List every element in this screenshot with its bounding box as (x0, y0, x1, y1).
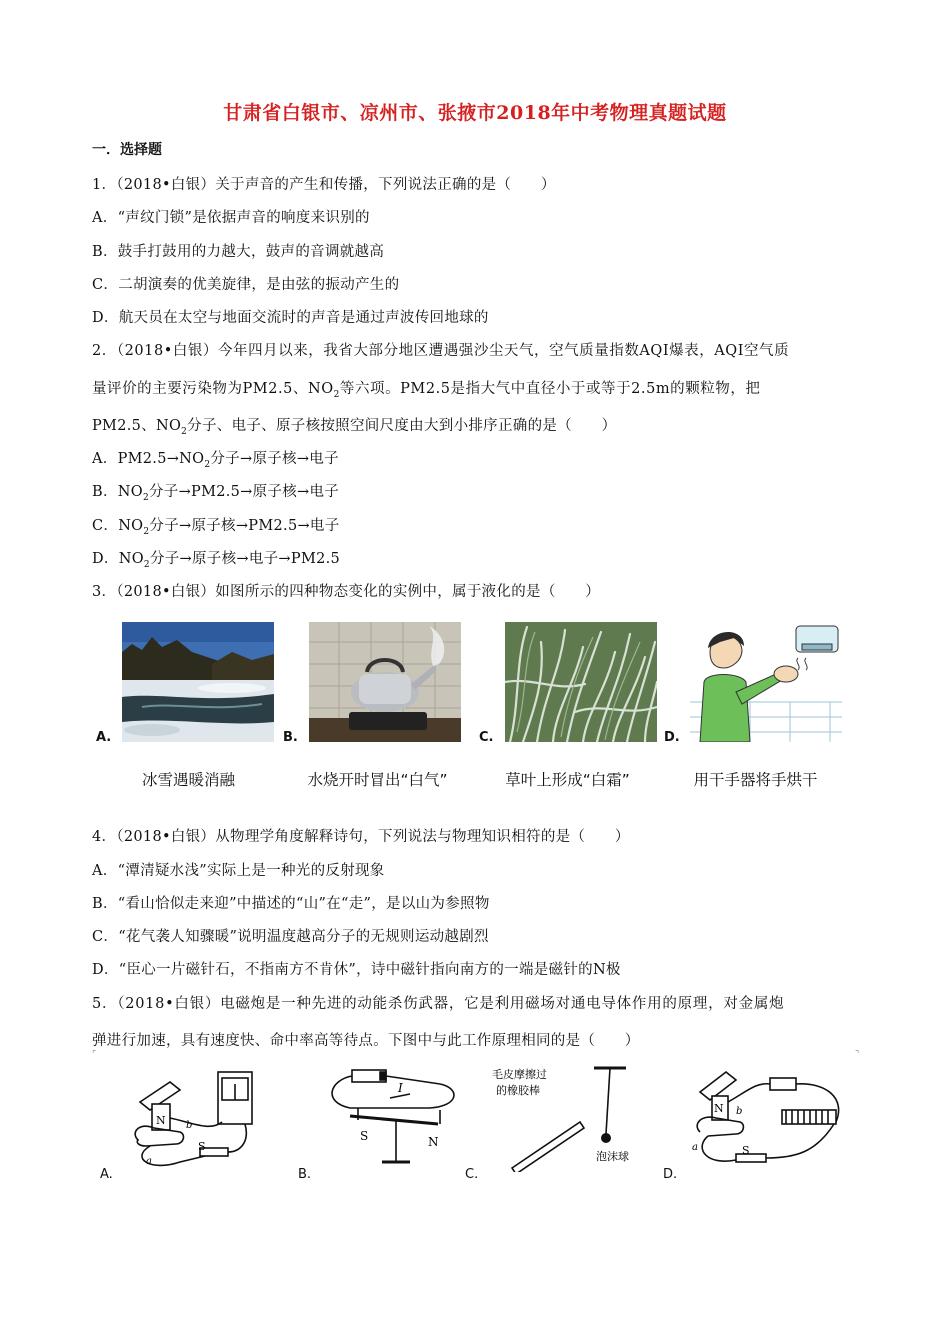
q5-label-a: A. (100, 1167, 113, 1182)
q3-caption-d: 用干手器将手烘干 (693, 771, 818, 789)
svg-text:S: S (742, 1144, 750, 1157)
q1-option-d: D．航天员在太空与地面交流时的声音是通过声波传回地球的 (92, 310, 489, 326)
q5-diagram-b (320, 1062, 470, 1176)
q1-option-c: C．二胡演奏的优美旋律，是由弦的振动产生的 (92, 277, 400, 293)
q3-caption-a: 冰雪遇暖消融 (141, 771, 235, 789)
section-heading: 一．选择题 (92, 142, 162, 158)
svg-text:a: a (692, 1142, 698, 1153)
corner-mark-right: ⌝ (855, 1050, 860, 1060)
q4-option-b: B．“看山恰似走来迎”中描述的“山”在“走”，是以山为参照物 (92, 896, 490, 912)
q2-option-c: C．$NO_2$分子→原子核→PM2.5→电子 (92, 518, 340, 537)
svg-text:S: S (198, 1140, 206, 1153)
q2-stem-line1: 2．（2018•白银）今年四月以来，我省大部分地区遭遇强沙尘天气，空气质量指数AQI爆表，AQI空气质 (92, 343, 790, 359)
svg-text:b: b (736, 1106, 743, 1117)
svg-text:泡沫球: 泡沫球 (596, 1150, 629, 1163)
q3-label-b: B. (283, 730, 298, 745)
q5-label-c: C. (465, 1167, 479, 1182)
svg-text:毛皮摩擦过: 毛皮摩擦过 (492, 1068, 547, 1081)
q2-option-b: B．$NO_2$分子→PM2.5→原子核→电子 (92, 484, 340, 503)
q4-option-c: C．“花气袭人知骤暖”说明温度越高分子的无规则运动越剧烈 (92, 929, 489, 945)
q3-stem: 3．（2018•白银）如图所示的四种物态变化的实例中，属于液化的是（ ） (92, 584, 601, 600)
q1-option-b: B．鼓手打鼓用的力越大，鼓声的音调就越高 (92, 244, 385, 260)
q3-caption-b: 水烧开时冒出“白气” (307, 771, 448, 789)
q2-option-d: D．$NO_2$分子→原子核→电子→PM2.5 (92, 551, 341, 570)
svg-text:N: N (714, 1102, 724, 1115)
svg-text:a: a (146, 1156, 152, 1167)
svg-text:S: S (360, 1129, 369, 1143)
q5-diagram-d (686, 1062, 856, 1176)
q3-caption-c: 草叶上形成“白霜” (505, 771, 630, 789)
q5-label-d: D. (663, 1167, 678, 1182)
q1-stem: 1．（2018•白银）关于声音的产生和传播，下列说法正确的是（ ） (92, 177, 556, 193)
q3-image-hand-dryer (690, 622, 842, 742)
page-title: 甘肃省白银市、凉州市、张掖市2018年中考物理真题试题 (223, 102, 727, 124)
q5-diagram-a (110, 1062, 270, 1176)
q4-stem: 4．（2018•白银）从物理学角度解释诗句，下列说法与物理知识相符的是（ ） (92, 829, 630, 845)
q2-option-a: A．$PM2.5\to NO_2$分子→原子核→电子 (92, 451, 339, 470)
svg-text:的橡胶棒: 的橡胶棒 (496, 1084, 540, 1097)
corner-mark-left: ⌜ (92, 1050, 97, 1060)
q3-image-kettle (309, 622, 461, 742)
q5-stem-line1: 5．（2018•白银）电磁炮是一种先进的动能杀伤武器，它是利用磁场对通电导体作用的原理，对金属炮 (92, 996, 785, 1012)
q4-option-a: A．“潭清疑水浅”实际上是一种光的反射现象 (92, 863, 385, 879)
q3-image-melting-snow (122, 622, 274, 742)
q5-stem-line2: 弹进行加速，具有速度快、命中率高等待点。下图中与此工作原理相同的是（ ） (92, 1033, 640, 1049)
q3-label-d: D. (664, 730, 680, 745)
q1-option-a: A．“声纹门锁”是依据声音的响度来识别的 (92, 210, 370, 226)
q3-label-c: C. (479, 730, 494, 745)
q2-stem-line2: 量评价的主要污染物为PM2.5、$NO_2$等六项。PM2.5是指大气中直径小于或等于2.5m的颗粒物，把 (92, 381, 761, 400)
q3-label-a: A. (96, 730, 112, 745)
svg-text:b: b (186, 1120, 193, 1131)
svg-text:N: N (428, 1135, 439, 1149)
q3-image-frost (505, 622, 657, 742)
q2-stem-line3: PM2.5、$NO_2$分子、电子、原子核按照空间尺度由大到小排序正确的是（ ） (92, 418, 617, 437)
svg-text:N: N (156, 1114, 166, 1127)
q5-label-b: B. (298, 1167, 312, 1182)
q5-diagram-c (490, 1062, 650, 1176)
q4-option-d: D．“臣心一片磁针石，不指南方不肯休”，诗中磁针指向南方的一端是磁针的N极 (92, 962, 621, 978)
svg-text:I: I (398, 1081, 403, 1095)
